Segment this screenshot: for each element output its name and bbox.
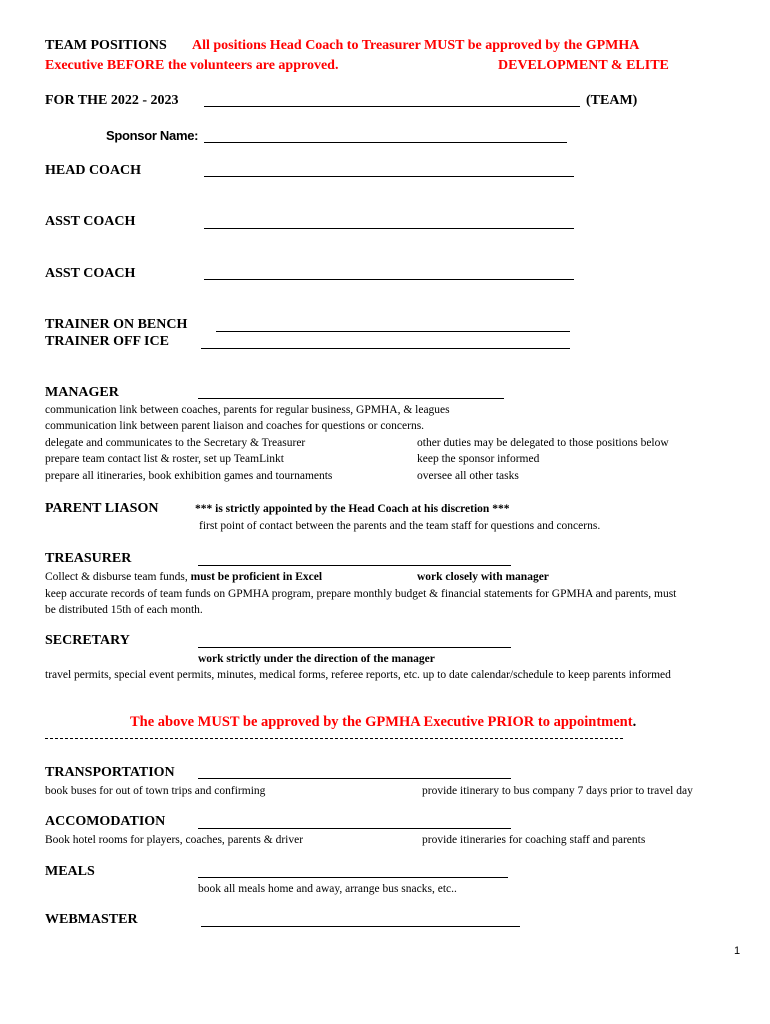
secretary-note: work strictly under the direction of the manager [198,653,435,665]
parent-liason-duty: first point of contact between the parents and the team staff for questions and concerns. [199,520,601,532]
manager-duty-1: communication link between coaches, parents for regular business, GPMHA, & leagues [45,404,450,416]
webmaster-label: WEBMASTER [45,912,138,927]
manager-duty-4: prepare team contact list & roster, set up TeamLinkt [45,453,284,465]
treasurer-duty-3: be distributed 15th of each month. [45,604,203,616]
head-coach-field[interactable] [204,176,574,177]
accomodation-label: ACCOMODATION [45,814,166,829]
secretary-field[interactable] [198,647,511,648]
treasurer-duty-1a: Collect & disburse team funds, [45,571,188,583]
manager-duty-3b: other duties may be delegated to those positions below [417,437,669,449]
page-title: TEAM POSITIONS [45,38,167,53]
transportation-label: TRANSPORTATION [45,765,175,780]
trainer-bench-label: TRAINER ON BENCH [45,317,188,332]
meals-label: MEALS [45,864,95,879]
sponsor-name-field[interactable] [204,142,567,143]
accomodation-duty-b: provide itineraries for coaching staff and parents [422,834,646,846]
sponsor-label: Sponsor Name: [106,128,199,143]
trainer-bench-field[interactable] [216,331,570,332]
manager-duty-5: prepare all itineraries, book exhibition games and tournaments [45,470,333,482]
team-name-field[interactable] [204,106,580,107]
secretary-duty: travel permits, special event permits, minutes, medical forms, referee reports, etc. up to date calendar/schedule to keep parents informed [45,669,671,681]
secretary-label: SECRETARY [45,633,130,648]
head-coach-label: HEAD COACH [45,163,142,178]
approval-statement [130,714,636,731]
trainer-off-ice-field[interactable] [201,348,570,349]
manager-duty-5b: oversee all other tasks [417,470,519,482]
webmaster-field[interactable] [201,926,520,927]
treasurer-excel-requirement: must be proficient in Excel [190,571,323,583]
section-divider [45,738,623,739]
asst-coach-2-label: ASST COACH [45,266,136,281]
meals-field[interactable] [198,877,508,878]
asst-coach-1-field[interactable] [204,228,574,229]
division-label: DEVELOPMENT & ELITE [498,58,669,73]
treasurer-duty-1c: work closely with manager [417,571,549,583]
accomodation-duty-a: Book hotel rooms for players, coaches, parents & driver [45,834,304,846]
season-label: FOR THE 2022 - 2023 [45,93,179,108]
asst-coach-2-field[interactable] [204,279,574,280]
treasurer-field[interactable] [198,565,511,566]
manager-duty-3: delegate and communicates to the Secretary & Treasurer [45,437,306,449]
manager-label: MANAGER [45,385,119,400]
meals-duty: book all meals home and away, arrange bus snacks, etc.. [198,883,457,895]
parent-liason-note: *** is strictly appointed by the Head Coach at his discretion *** [195,503,510,515]
page-number: 1 [734,945,741,957]
approval-notice-line2: Executive BEFORE the volunteers are approved. [45,58,339,73]
manager-duty-2: communication link between parent liaison and coaches for questions or concerns. [45,420,425,432]
transportation-duty-a: book buses for out of town trips and confirming [45,785,266,797]
accomodation-field[interactable] [198,828,511,829]
treasurer-duty-1 [45,571,322,583]
transportation-duty-b: provide itinerary to bus company 7 days prior to travel day [422,785,693,797]
parent-liason-label: PARENT LIASON [45,501,159,516]
treasurer-duty-2: keep accurate records of team funds on GPMHA program, prepare monthly budget & financial statements for GPMHA and parents, must [45,588,677,600]
approval-statement-text: The above MUST be approved by the GPMHA Executive PRIOR to appointment [130,714,633,730]
manager-duty-4b: keep the sponsor informed [417,453,540,465]
approval-statement-period: . [632,714,637,730]
trainer-off-ice-label: TRAINER OFF ICE [45,334,169,349]
manager-field[interactable] [198,398,504,399]
approval-notice-line1: All positions Head Coach to Treasurer MUST be approved by the GPMHA [192,38,640,53]
transportation-field[interactable] [198,778,511,779]
treasurer-label: TREASURER [45,551,132,566]
team-suffix: (TEAM) [586,93,638,108]
asst-coach-1-label: ASST COACH [45,214,136,229]
